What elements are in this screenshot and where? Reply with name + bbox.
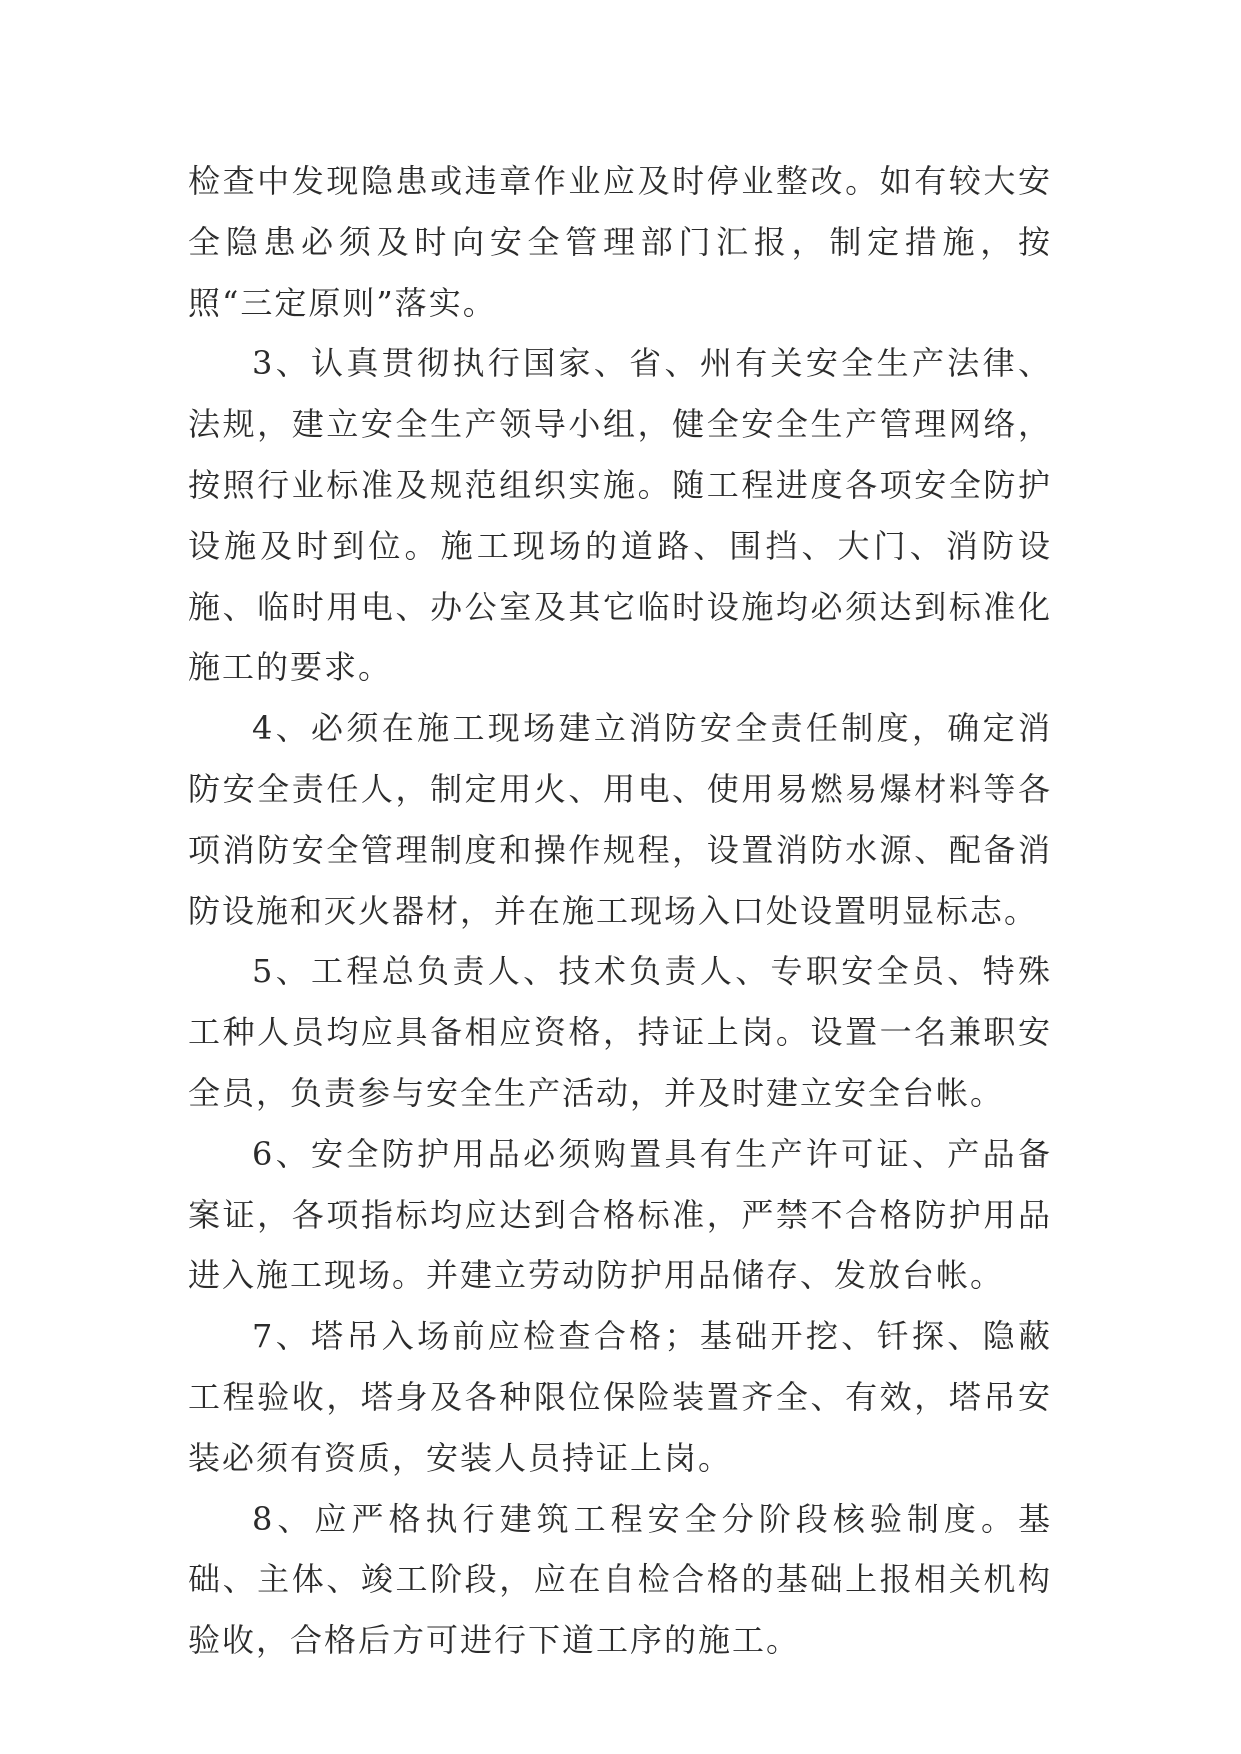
- paragraph: 5、工程总负责人、技术负责人、专职安全员、特殊工种人员均应具备相应资格，持证上岗。设置一名兼职安全员，负责参与安全生产活动，并及时建立安全台帐。: [188, 952, 1052, 1112]
- paragraph: 6、安全防护用品必须购置具有生产许可证、产品备案证，各项指标均应达到合格标准，严禁不合格防护用品进入施工现场。并建立劳动防护用品储存、发放台帐。: [188, 1134, 1052, 1295]
- paragraph: 检查中发现隐患或违章作业应及时停业整改。如有较大安全隐患必须及时向安全管理部门汇报，制定措施，按照“三定原则”落实。: [188, 162, 1052, 322]
- document-body: [188, 151, 1052, 1671]
- paragraph: 4、必须在施工现场建立消防安全责任制度，确定消防安全责任人，制定用火、用电、使用易燃易爆材料等各项消防安全管理制度和操作规程，设置消防水源、配备消防设施和灭火器材，并在施工现场入口处设置明显标志。: [188, 709, 1052, 930]
- paragraph: 8、应严格执行建筑工程安全分阶段核验制度。基础、主体、竣工阶段，应在自检合格的基础上报相关机构验收，合格后方可进行下道工序的施工。: [188, 1499, 1052, 1660]
- paragraph: 3、认真贯彻执行国家、省、州有关安全生产法律、法规，建立安全生产领导小组，健全安全生产管理网络，按照行业标准及规范组织实施。随工程进度各项安全防护设施及时到位。施工现场的道路、围挡、大门、消防设施、临时用电、办公室及其它临时设施均必须达到标准化施工的要求。: [188, 344, 1052, 687]
- paragraph: 7、塔吊入场前应检查合格；基础开挖、钎探、隐蔽工程验收，塔身及各种限位保险装置齐全、有效，塔吊安装必须有资质，安装人员持证上岗。: [188, 1317, 1052, 1477]
